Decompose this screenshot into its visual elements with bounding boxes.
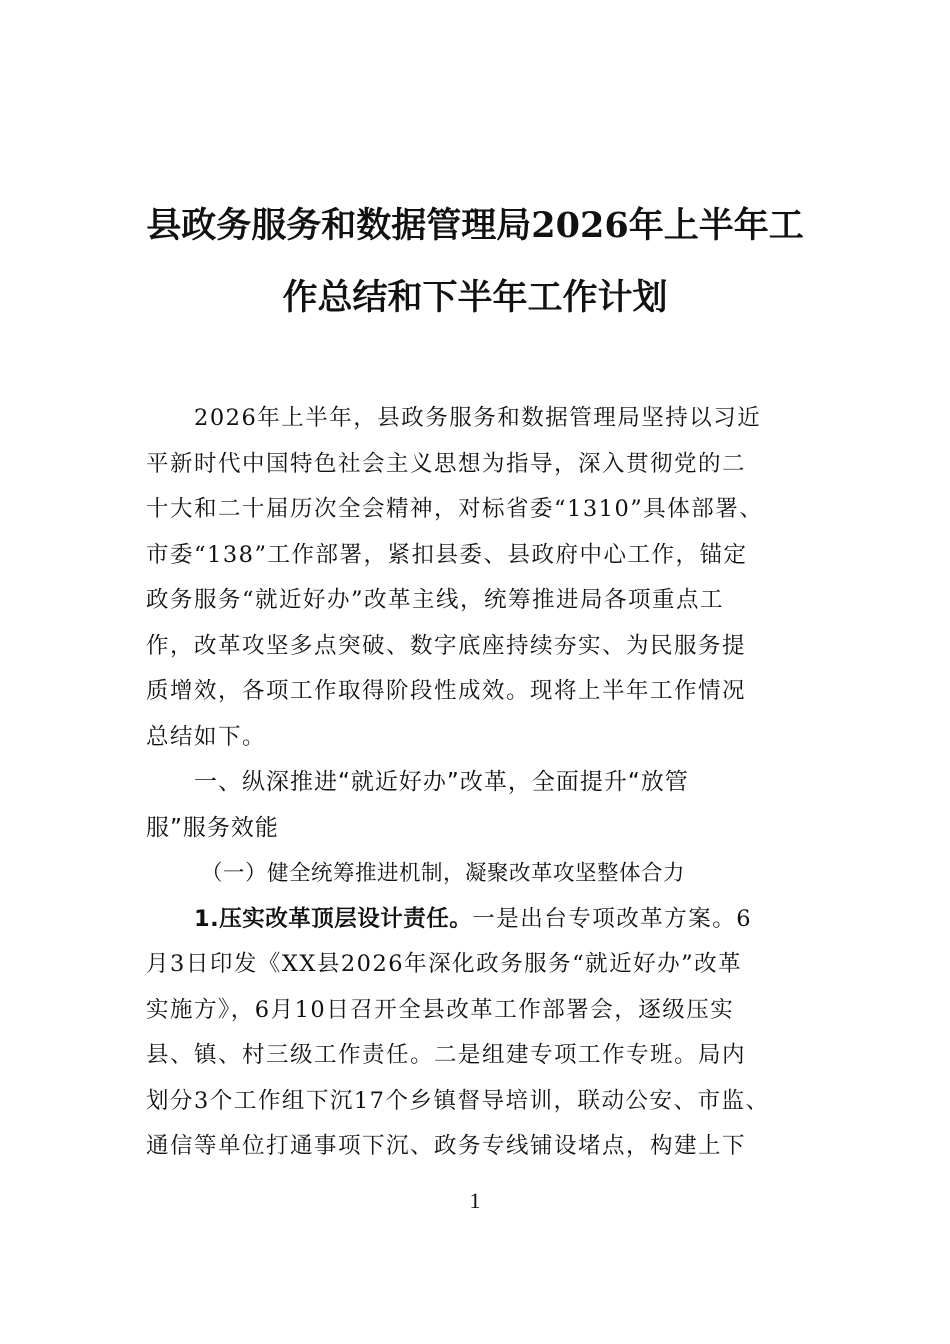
document-title [120,190,830,334]
title-line-2: 作总结和下半年工作计划 [282,277,668,318]
document-body [146,396,810,1170]
item-1-line-6: 通信等单位打通事项下沉、政务专线铺设堵点，构建上下 [146,1133,747,1159]
page-number: 1 [469,1188,481,1213]
item-1-first-line-rest: 一是出台专项改革方案。6 [472,905,753,932]
intro-paragraph [146,396,810,760]
intro-line-1: 2026年上半年，县政务服务和数据管理局坚持以习近 [194,405,762,431]
intro-line-6: 作，改革攻坚多点突破、数字底座持续夯实、为民服务提 [146,632,747,659]
intro-line-7: 质增效，各项工作取得阶段性成效。现将上半年工作情况 [146,678,747,704]
item-1-line-4: 县、镇、村三级工作责任。二是组建专项工作专班。局内 [146,1042,747,1068]
intro-line-2: 平新时代中国特色社会主义思想为指导，深入贯彻党的二 [146,450,747,477]
section-1-heading-line-1: 一、纵深推进“就近好办”改革，全面提升“放管 [194,769,689,795]
subsection-1-heading: （一）健全统筹推进机制，凝聚改革攻坚整体合力 [201,861,686,886]
item-1-lead: 1.压实改革顶层设计责任。 [194,905,473,932]
intro-line-3: 十大和二十届历次全会精神，对标省委“1310”具体部署、 [146,496,764,522]
item-1-paragraph [146,897,810,1170]
title-line-1: 县政务服务和数据管理局2026年上半年工 [146,205,804,246]
item-1-line-3: 实施方》，6月10日召开全县改革工作部署会，逐级压实 [146,996,735,1023]
section-1-heading-line-2: 服”服务效能 [146,814,279,841]
item-1-line-2: 月3日印发《XX县2026年深化政务服务“就近好办”改革 [146,951,743,977]
intro-line-5: 政务服务“就近好办”改革主线，统筹推进局各项重点工 [146,587,725,613]
intro-line-8: 总结如下。 [146,723,267,750]
section-1-heading [146,760,810,851]
item-1-line-5: 划分3个工作组下沉17个乡镇督导培训，联动公安、市监、 [146,1087,770,1114]
item-1-line-1 [146,897,810,943]
intro-line-4: 市委“138”工作部署，紧扣县委、县政府中心工作，锚定 [146,541,748,568]
